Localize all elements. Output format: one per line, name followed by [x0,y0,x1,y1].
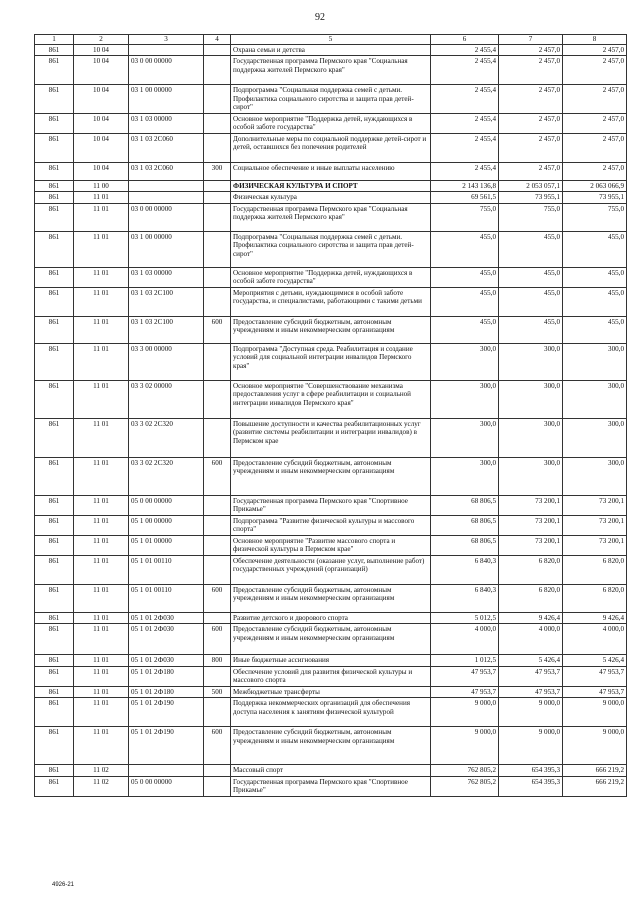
grbs-code-cell: 861 [35,698,74,727]
amount-year1-cell: 455,0 [431,287,499,316]
section-code-cell: 11 01 [74,192,129,204]
table-row [35,666,627,686]
item-name-cell: Основное мероприятие "Поддержка детей, нуждающихся в особой заботе государства" [231,113,431,133]
header-cell: 8 [563,35,627,45]
amount-year2-cell: 654 395,3 [499,765,563,777]
expense-type-cell [204,380,231,418]
item-name-cell: Предоставление субсидий бюджетным, автономным учреждениям и иным некоммерческим организациям [231,584,431,612]
table-row [35,113,627,133]
grbs-code-cell: 861 [35,584,74,612]
expense-type-cell [204,698,231,727]
page-number: 92 [315,12,325,23]
section-code-cell: 11 01 [74,624,129,655]
header-cell: 6 [431,35,499,45]
budget-table [34,34,627,797]
expense-type-cell [204,267,231,287]
grbs-code-cell: 861 [35,535,74,555]
amount-year3-cell: 455,0 [563,231,627,267]
section-code-cell: 11 01 [74,584,129,612]
item-name-cell: Основное мероприятие "Развитие массового спорта и физической культуры в Пермском крае" [231,535,431,555]
header-cell: 4 [204,35,231,45]
grbs-code-cell: 861 [35,316,74,343]
section-code-cell: 11 02 [74,765,129,777]
item-name-cell: Обеспечение условий для развития физической культуры и массового спорта [231,666,431,686]
amount-year3-cell: 666 219,2 [563,765,627,777]
amount-year3-cell: 300,0 [563,457,627,495]
amount-year1-cell: 68 806,5 [431,495,499,515]
grbs-code-cell: 861 [35,162,74,180]
amount-year3-cell: 47 953,7 [563,686,627,698]
expense-type-cell [204,231,231,267]
target-article-cell: 05 1 01 00110 [129,584,204,612]
table-row [35,727,627,765]
amount-year1-cell: 9 000,0 [431,698,499,727]
table-row [35,85,627,114]
expense-type-cell [204,535,231,555]
section-code-cell: 10 04 [74,162,129,180]
section-code-cell: 11 01 [74,612,129,624]
grbs-code-cell: 861 [35,418,74,457]
item-name-cell: Государственная программа Пермского края "Спортивное Прикамье" [231,495,431,515]
amount-year2-cell: 73 200,1 [499,495,563,515]
section-code-cell: 11 00 [74,180,129,192]
amount-year2-cell: 47 953,7 [499,666,563,686]
amount-year1-cell: 455,0 [431,231,499,267]
grbs-code-cell: 861 [35,776,74,796]
table-row [35,316,627,343]
target-article-cell: 05 1 01 00000 [129,535,204,555]
header-row [35,35,627,45]
table-row [35,343,627,380]
target-article-cell: 05 1 01 2Ф190 [129,698,204,727]
item-name-cell: Подпрограмма "Доступная среда. Реабилитация и создание условий для социальной интеграции инвалидов Пермского края" [231,343,431,380]
target-article-cell: 03 3 02 2С320 [129,418,204,457]
section-code-cell: 11 01 [74,698,129,727]
amount-year2-cell: 2 457,0 [499,162,563,180]
amount-year1-cell: 762 805,2 [431,765,499,777]
expense-type-cell [204,192,231,204]
amount-year2-cell: 73 955,1 [499,192,563,204]
grbs-code-cell: 861 [35,133,74,162]
amount-year1-cell: 47 953,7 [431,666,499,686]
table-row [35,133,627,162]
table-row [35,776,627,796]
expense-type-cell [204,133,231,162]
item-name-cell: Государственная программа Пермского края "Социальная поддержка жителей Пермского края" [231,56,431,85]
target-article-cell: 03 3 02 2С320 [129,457,204,495]
grbs-code-cell: 861 [35,666,74,686]
table-row [35,624,627,655]
section-code-cell: 11 01 [74,515,129,535]
section-code-cell: 10 04 [74,56,129,85]
table-row [35,686,627,698]
grbs-code-cell: 861 [35,180,74,192]
grbs-code-cell: 861 [35,457,74,495]
amount-year1-cell: 9 000,0 [431,727,499,765]
expense-type-cell: 600 [204,316,231,343]
expense-type-cell [204,203,231,231]
expense-type-cell [204,776,231,796]
item-name-cell: Социальное обеспечение и иные выплаты населению [231,162,431,180]
amount-year1-cell: 2 455,4 [431,133,499,162]
amount-year2-cell: 9 000,0 [499,727,563,765]
header-cell: 2 [74,35,129,45]
amount-year2-cell: 2 457,0 [499,85,563,114]
amount-year1-cell: 455,0 [431,316,499,343]
table-body [35,35,627,797]
table-row [35,192,627,204]
amount-year3-cell: 2 457,0 [563,56,627,85]
amount-year1-cell: 1 012,5 [431,655,499,667]
amount-year3-cell: 47 953,7 [563,666,627,686]
table-row [35,231,627,267]
grbs-code-cell: 861 [35,343,74,380]
amount-year1-cell: 6 840,3 [431,555,499,584]
table-row [35,612,627,624]
table-row [35,180,627,192]
amount-year3-cell: 2 063 066,9 [563,180,627,192]
grbs-code-cell: 861 [35,727,74,765]
section-code-cell: 11 01 [74,555,129,584]
grbs-code-cell: 861 [35,85,74,114]
section-code-cell: 10 04 [74,113,129,133]
grbs-code-cell: 861 [35,380,74,418]
amount-year3-cell: 455,0 [563,287,627,316]
expense-type-cell [204,85,231,114]
grbs-code-cell: 861 [35,203,74,231]
amount-year2-cell: 455,0 [499,287,563,316]
amount-year2-cell: 2 457,0 [499,113,563,133]
section-code-cell: 11 01 [74,655,129,667]
table-row [35,267,627,287]
expense-type-cell: 300 [204,162,231,180]
section-code-cell: 11 01 [74,343,129,380]
amount-year3-cell: 755,0 [563,203,627,231]
amount-year2-cell: 300,0 [499,457,563,495]
amount-year2-cell: 73 200,1 [499,535,563,555]
amount-year3-cell: 73 955,1 [563,192,627,204]
item-name-cell: Дополнительные меры по социальной поддержке детей-сирот и детей, оставшихся без попечения родителей [231,133,431,162]
target-article-cell: 03 0 00 00000 [129,56,204,85]
section-code-cell: 11 01 [74,380,129,418]
item-name-cell: Охрана семьи и детства [231,44,431,56]
expense-type-cell [204,180,231,192]
amount-year2-cell: 755,0 [499,203,563,231]
item-name-cell: Иные бюджетные ассигнования [231,655,431,667]
section-code-cell: 10 04 [74,44,129,56]
expense-type-cell: 600 [204,727,231,765]
target-article-cell [129,765,204,777]
item-name-cell: Основное мероприятие "Поддержка детей, нуждающихся в особой заботе государства" [231,267,431,287]
expense-type-cell [204,555,231,584]
target-article-cell: 03 1 03 00000 [129,267,204,287]
amount-year1-cell: 755,0 [431,203,499,231]
grbs-code-cell: 861 [35,555,74,584]
item-name-cell: Предоставление субсидий бюджетным, автономным учреждениям и иным некоммерческим организациям [231,316,431,343]
table-row [35,56,627,85]
amount-year3-cell: 9 426,4 [563,612,627,624]
item-name-cell: Обеспечение деятельности (оказание услуг, выполнение работ) государственных учреждений (организаций) [231,555,431,584]
amount-year1-cell: 2 455,4 [431,113,499,133]
amount-year2-cell: 4 000,0 [499,624,563,655]
amount-year2-cell: 300,0 [499,418,563,457]
expense-type-cell [204,765,231,777]
expense-type-cell [204,287,231,316]
item-name-cell: Развитие детского и дворового спорта [231,612,431,624]
target-article-cell [129,192,204,204]
section-code-cell: 11 01 [74,457,129,495]
item-name-cell: Межбюджетные трансферты [231,686,431,698]
table-row [35,584,627,612]
target-article-cell: 05 1 01 2Ф030 [129,612,204,624]
amount-year1-cell: 2 455,4 [431,56,499,85]
amount-year1-cell: 300,0 [431,418,499,457]
target-article-cell: 05 1 00 00000 [129,515,204,535]
table-row [35,287,627,316]
grbs-code-cell: 861 [35,287,74,316]
grbs-code-cell: 861 [35,515,74,535]
item-name-cell: Подпрограмма "Социальная поддержка семей с детьми. Профилактика социального сиротства и защита прав детей-сирот" [231,231,431,267]
section-code-cell: 11 01 [74,535,129,555]
target-article-cell: 05 0 00 00000 [129,776,204,796]
section-code-cell: 11 01 [74,666,129,686]
grbs-code-cell: 861 [35,612,74,624]
table-row [35,380,627,418]
amount-year3-cell: 2 457,0 [563,162,627,180]
item-name-cell: Предоставление субсидий бюджетным, автономным учреждениям и иным некоммерческим организациям [231,727,431,765]
amount-year1-cell: 69 561,5 [431,192,499,204]
expense-type-cell: 600 [204,584,231,612]
expense-type-cell [204,515,231,535]
header-cell: 5 [231,35,431,45]
amount-year3-cell: 9 000,0 [563,727,627,765]
target-article-cell: 05 1 01 2Ф180 [129,686,204,698]
amount-year2-cell: 654 395,3 [499,776,563,796]
amount-year1-cell: 6 840,3 [431,584,499,612]
expense-type-cell [204,44,231,56]
amount-year1-cell: 762 805,2 [431,776,499,796]
expense-type-cell: 600 [204,457,231,495]
amount-year1-cell: 455,0 [431,267,499,287]
item-name-cell: Поддержка некоммерческих организаций для обеспечения доступа населения к занятиям физической культурой [231,698,431,727]
amount-year3-cell: 455,0 [563,316,627,343]
target-article-cell: 05 1 01 2Ф030 [129,655,204,667]
table-row [35,457,627,495]
expense-type-cell [204,418,231,457]
grbs-code-cell: 861 [35,655,74,667]
item-name-cell: Подпрограмма "Развитие физической культуры и массового спорта" [231,515,431,535]
expense-type-cell [204,495,231,515]
header-cell: 7 [499,35,563,45]
table-row [35,495,627,515]
amount-year2-cell: 2 457,0 [499,133,563,162]
section-code-cell: 11 02 [74,776,129,796]
amount-year2-cell: 455,0 [499,267,563,287]
amount-year2-cell: 455,0 [499,231,563,267]
expense-type-cell: 600 [204,624,231,655]
expense-type-cell: 500 [204,686,231,698]
amount-year3-cell: 300,0 [563,418,627,457]
grbs-code-cell: 861 [35,624,74,655]
amount-year3-cell: 73 200,1 [563,515,627,535]
amount-year1-cell: 47 953,7 [431,686,499,698]
amount-year1-cell: 300,0 [431,457,499,495]
item-name-cell: Подпрограмма "Социальная поддержка семей с детьми. Профилактика социального сиротства и защита прав детей-сирот" [231,85,431,114]
amount-year2-cell: 300,0 [499,380,563,418]
target-article-cell: 03 1 03 2С060 [129,133,204,162]
item-name-cell: Предоставление субсидий бюджетным, автономным учреждениям и иным некоммерческим организациям [231,457,431,495]
grbs-code-cell: 861 [35,56,74,85]
amount-year2-cell: 2 457,0 [499,44,563,56]
amount-year1-cell: 2 143 136,8 [431,180,499,192]
item-name-cell: Повышение доступности и качества реабилитационных услуг (развитие системы реабилитации и интеграции инвалидов) в Пермском крае [231,418,431,457]
grbs-code-cell: 861 [35,231,74,267]
amount-year1-cell: 300,0 [431,343,499,380]
amount-year3-cell: 9 000,0 [563,698,627,727]
section-code-cell: 11 01 [74,231,129,267]
item-name-cell: Основное мероприятие "Совершенствование механизма предоставления услуг в сфере реабилитации и социальной интеграции инвалидов Пермского края" [231,380,431,418]
amount-year1-cell: 2 455,4 [431,85,499,114]
amount-year2-cell: 73 200,1 [499,515,563,535]
expense-type-cell [204,666,231,686]
amount-year2-cell: 2 053 057,1 [499,180,563,192]
section-code-cell: 11 01 [74,203,129,231]
grbs-code-cell: 861 [35,113,74,133]
amount-year2-cell: 300,0 [499,343,563,380]
amount-year1-cell: 5 012,5 [431,612,499,624]
section-code-cell: 11 01 [74,727,129,765]
target-article-cell: 05 1 01 2Ф190 [129,727,204,765]
amount-year2-cell: 9 000,0 [499,698,563,727]
section-code-cell: 11 01 [74,267,129,287]
section-code-cell: 11 01 [74,287,129,316]
section-code-cell: 10 04 [74,85,129,114]
section-code-cell: 11 01 [74,495,129,515]
table-row [35,655,627,667]
amount-year3-cell: 2 457,0 [563,44,627,56]
table-row [35,44,627,56]
grbs-code-cell: 861 [35,267,74,287]
target-article-cell: 03 3 00 00000 [129,343,204,380]
section-code-cell: 11 01 [74,316,129,343]
expense-type-cell [204,612,231,624]
target-article-cell: 05 1 01 2Ф180 [129,666,204,686]
table-row [35,515,627,535]
amount-year1-cell: 4 000,0 [431,624,499,655]
header-cell: 3 [129,35,204,45]
grbs-code-cell: 861 [35,192,74,204]
document-code: 4926-21 [52,882,75,888]
section-code-cell: 10 04 [74,133,129,162]
section-code-cell: 11 01 [74,418,129,457]
amount-year3-cell: 73 200,1 [563,535,627,555]
expense-type-cell [204,113,231,133]
target-article-cell: 03 3 02 00000 [129,380,204,418]
expense-type-cell [204,56,231,85]
amount-year3-cell: 2 457,0 [563,113,627,133]
target-article-cell: 05 1 01 00110 [129,555,204,584]
amount-year3-cell: 2 457,0 [563,133,627,162]
amount-year2-cell: 6 820,0 [499,555,563,584]
target-article-cell: 03 1 03 2С060 [129,162,204,180]
item-name-cell: Государственная программа Пермского края "Спортивное Прикамье" [231,776,431,796]
target-article-cell [129,44,204,56]
table-row [35,203,627,231]
amount-year1-cell: 2 455,4 [431,44,499,56]
grbs-code-cell: 861 [35,44,74,56]
table-row [35,765,627,777]
expense-type-cell [204,343,231,380]
amount-year1-cell: 68 806,5 [431,515,499,535]
amount-year3-cell: 455,0 [563,267,627,287]
amount-year3-cell: 4 000,0 [563,624,627,655]
target-article-cell [129,180,204,192]
target-article-cell: 03 1 00 00000 [129,85,204,114]
table-row [35,698,627,727]
amount-year3-cell: 5 426,4 [563,655,627,667]
amount-year2-cell: 6 820,0 [499,584,563,612]
table-row [35,162,627,180]
target-article-cell: 05 0 00 00000 [129,495,204,515]
amount-year3-cell: 300,0 [563,380,627,418]
item-name-cell: Массовый спорт [231,765,431,777]
amount-year2-cell: 9 426,4 [499,612,563,624]
item-name-cell: Физическая культура [231,192,431,204]
item-name-cell: Государственная программа Пермского края "Социальная поддержка жителей Пермского края" [231,203,431,231]
item-name-cell: ФИЗИЧЕСКАЯ КУЛЬТУРА И СПОРТ [231,180,431,192]
section-code-cell: 11 01 [74,686,129,698]
amount-year3-cell: 300,0 [563,343,627,380]
target-article-cell: 03 1 03 2С100 [129,287,204,316]
target-article-cell: 03 1 00 00000 [129,231,204,267]
target-article-cell: 03 1 03 00000 [129,113,204,133]
target-article-cell: 03 1 03 2С100 [129,316,204,343]
amount-year3-cell: 73 200,1 [563,495,627,515]
amount-year2-cell: 5 426,4 [499,655,563,667]
amount-year2-cell: 2 457,0 [499,56,563,85]
target-article-cell: 05 1 01 2Ф030 [129,624,204,655]
amount-year3-cell: 666 219,2 [563,776,627,796]
item-name-cell: Предоставление субсидий бюджетным, автономным учреждениям и иным некоммерческим организациям [231,624,431,655]
amount-year1-cell: 68 806,5 [431,535,499,555]
amount-year2-cell: 47 953,7 [499,686,563,698]
amount-year1-cell: 300,0 [431,380,499,418]
amount-year3-cell: 6 820,0 [563,584,627,612]
amount-year2-cell: 455,0 [499,316,563,343]
grbs-code-cell: 861 [35,765,74,777]
amount-year3-cell: 2 457,0 [563,85,627,114]
amount-year3-cell: 6 820,0 [563,555,627,584]
table-row [35,535,627,555]
expense-type-cell: 800 [204,655,231,667]
amount-year1-cell: 2 455,4 [431,162,499,180]
table-row [35,418,627,457]
header-cell: 1 [35,35,74,45]
target-article-cell: 03 0 00 00000 [129,203,204,231]
grbs-code-cell: 861 [35,686,74,698]
item-name-cell: Мероприятия с детьми, нуждающимися в особой заботе государства, и специалистами, работающими с такими детьми [231,287,431,316]
grbs-code-cell: 861 [35,495,74,515]
table-row [35,555,627,584]
